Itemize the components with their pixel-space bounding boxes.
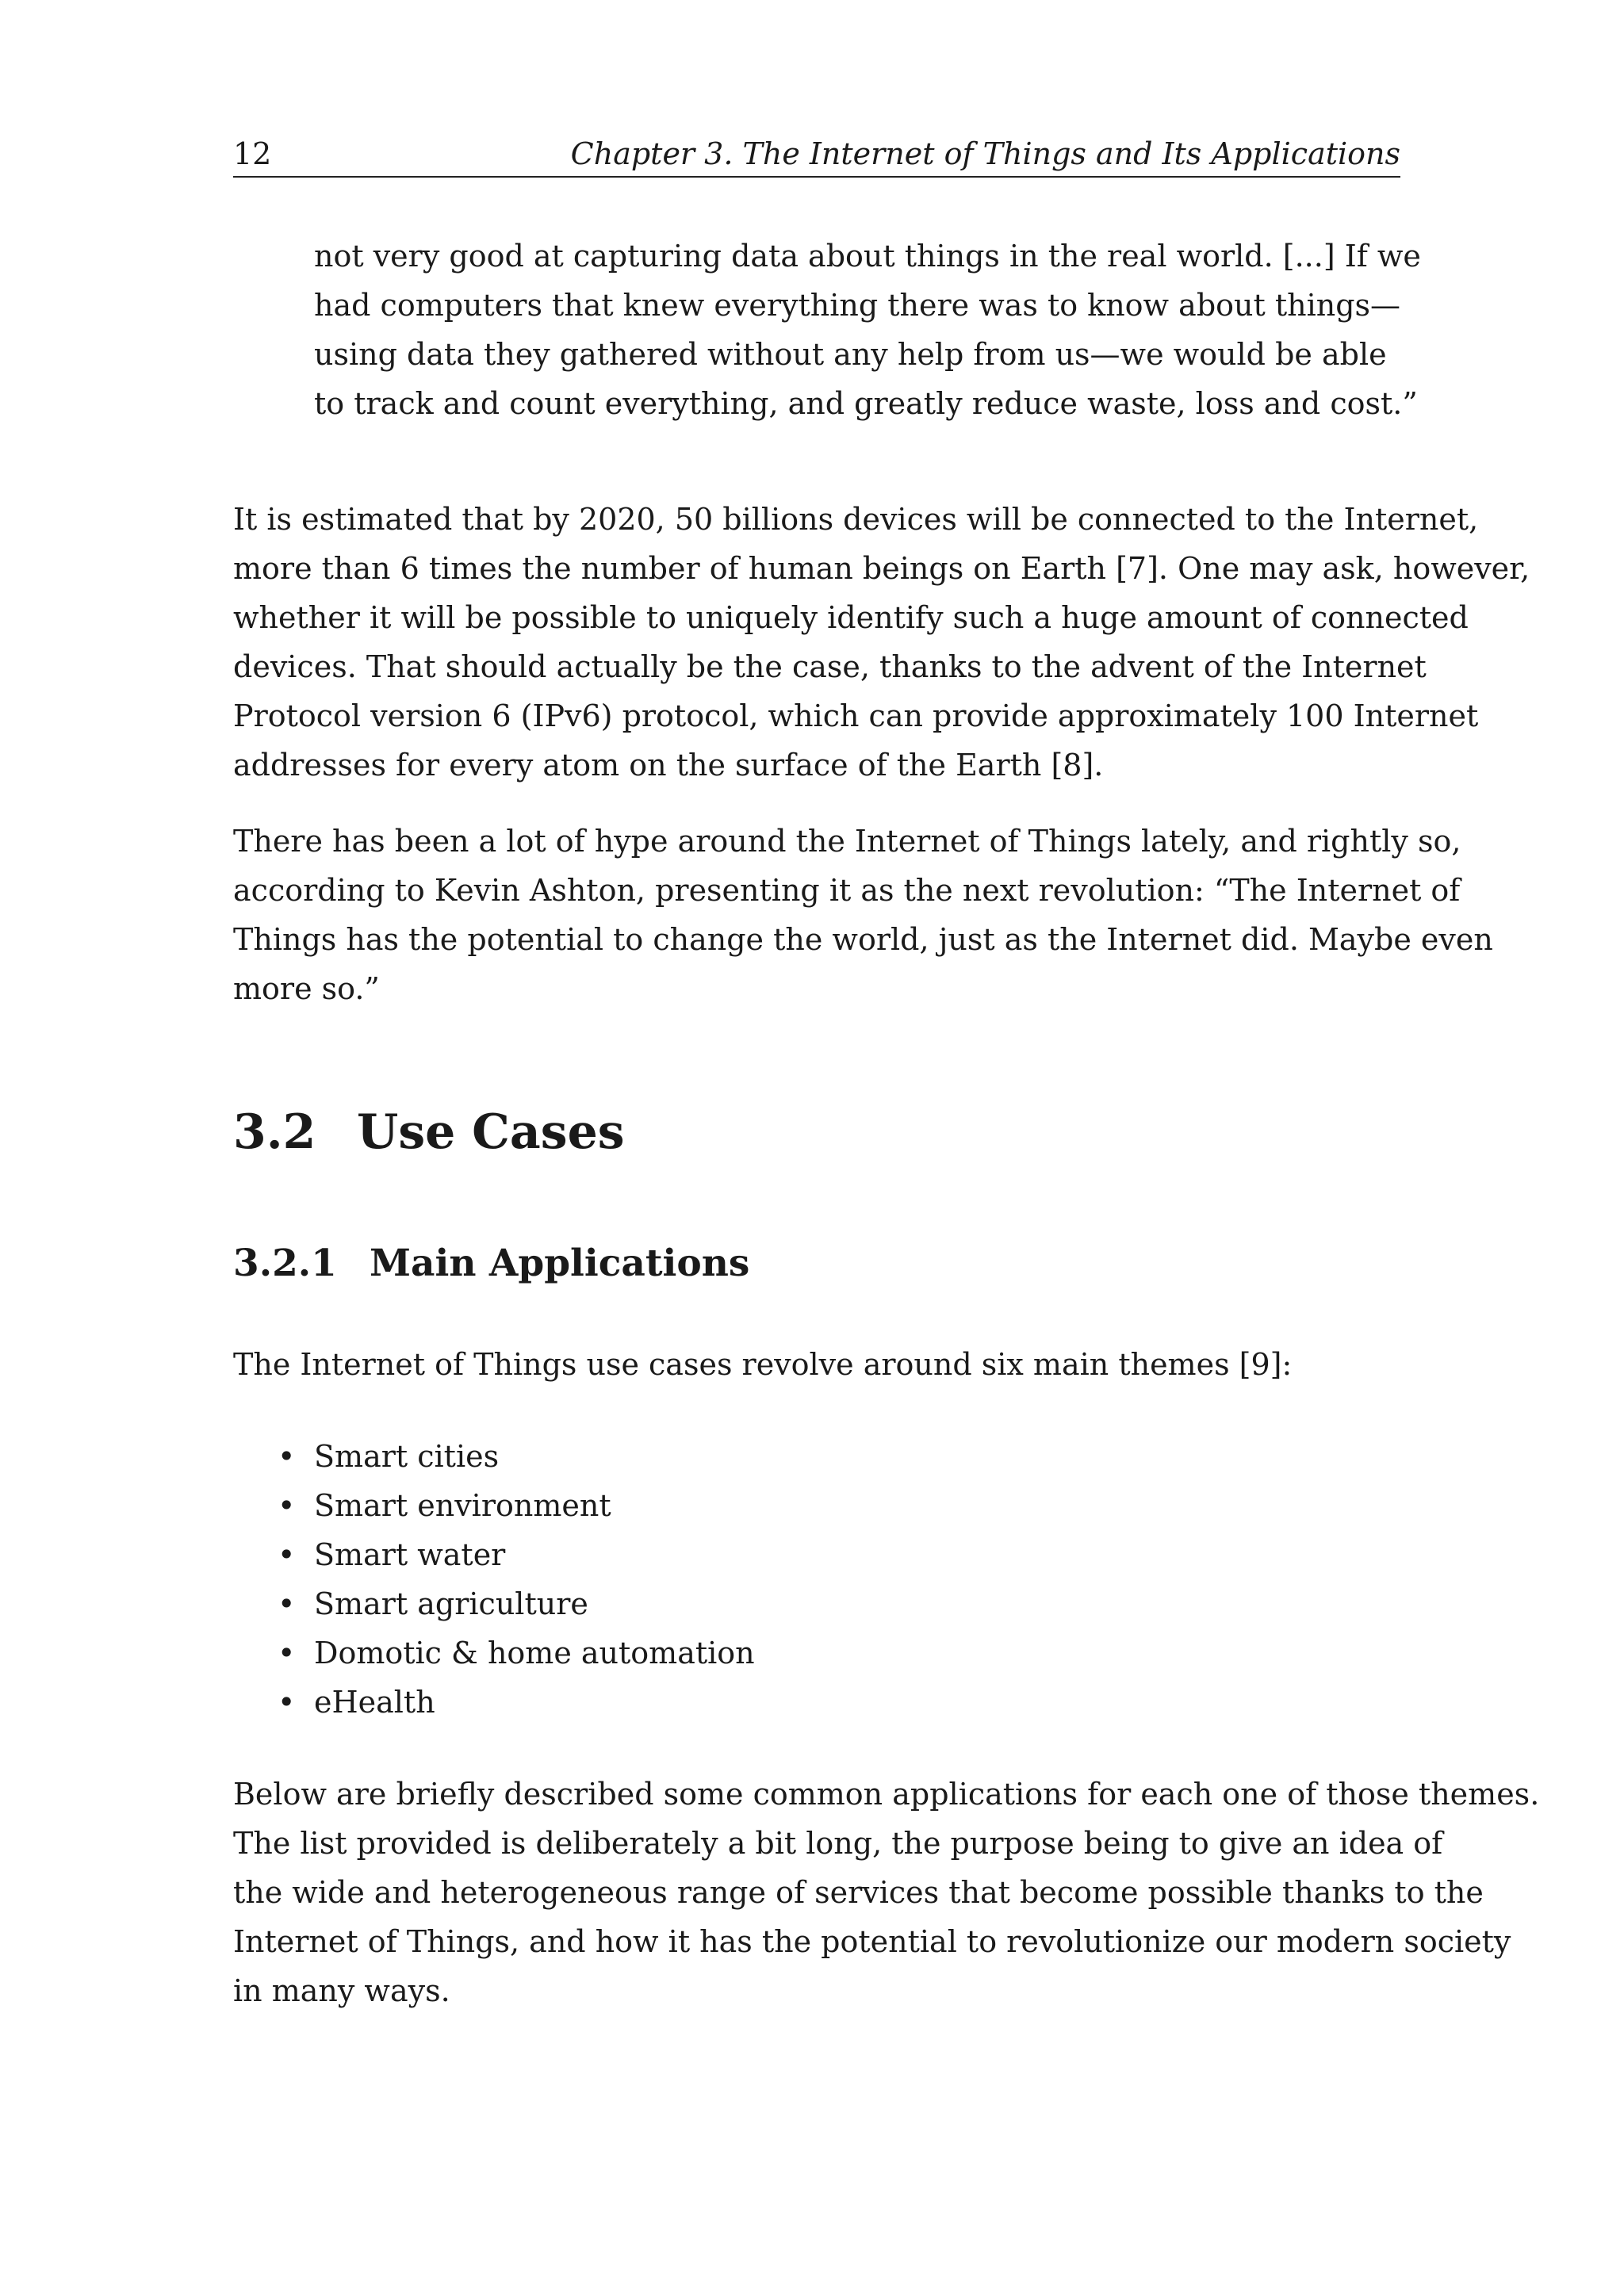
chapter-title: Chapter 3. The Internet of Things and Its Applications xyxy=(570,136,1400,171)
quote-line: to track and count everything, and greatly reduce waste, loss and cost.” xyxy=(314,386,1418,421)
quote-line: not very good at capturing data about things in the real world. [...] If we xyxy=(314,239,1421,274)
subsection-title: Main Applications xyxy=(370,1242,750,1285)
paragraph-line: more so.” xyxy=(233,971,380,1006)
list-item-label: Smart environment xyxy=(314,1488,611,1523)
paragraph-line: The Internet of Things use cases revolve around six main themes [9]: xyxy=(233,1347,1293,1382)
section-number: 3.2 xyxy=(233,1104,316,1160)
paragraph-line: The list provided is deliberately a bit long, the purpose being to give an idea of xyxy=(233,1826,1443,1861)
list-item-label: Smart agriculture xyxy=(314,1586,588,1621)
list-item-label: Smart water xyxy=(314,1537,506,1572)
bullet-icon: • xyxy=(278,1488,296,1523)
paragraph-line: whether it will be possible to uniquely identify such a huge amount of connected xyxy=(233,600,1469,635)
running-header xyxy=(233,132,1400,178)
list-item xyxy=(278,1678,755,1727)
paragraph-line: There has been a lot of hype around the Internet of Things lately, and rightly so, xyxy=(233,824,1461,859)
list-item xyxy=(278,1628,755,1678)
paragraph-line: Protocol version 6 (IPv6) protocol, which can provide approximately 100 Internet xyxy=(233,698,1479,733)
paragraph-line: according to Kevin Ashton, presenting it as the next revolution: “The Internet of xyxy=(233,873,1461,908)
quote-line: had computers that knew everything there was to know about things— xyxy=(314,288,1401,323)
paragraph-hype xyxy=(233,817,1493,1013)
list-item-label: eHealth xyxy=(314,1685,435,1720)
paragraph-line: the wide and heterogeneous range of services that become possible thanks to the xyxy=(233,1875,1484,1910)
paragraph-iot-estimate xyxy=(233,495,1530,790)
list-item-label: Smart cities xyxy=(314,1439,500,1474)
paragraph-line: It is estimated that by 2020, 50 billions devices will be connected to the Internet, xyxy=(233,502,1479,537)
list-item xyxy=(278,1432,755,1481)
paragraph-line: addresses for every atom on the surface of the Earth [8]. xyxy=(233,748,1104,783)
bullet-icon: • xyxy=(278,1685,296,1720)
section-heading xyxy=(233,1100,625,1164)
subsection-number: 3.2.1 xyxy=(233,1242,337,1285)
section-title: Use Cases xyxy=(357,1104,625,1160)
bullet-icon: • xyxy=(278,1439,296,1474)
page-number: 12 xyxy=(233,136,272,171)
bullet-icon: • xyxy=(278,1537,296,1572)
subsection-heading xyxy=(233,1238,749,1289)
list-item-label: Domotic & home automation xyxy=(314,1636,755,1670)
quote-line: using data they gathered without any help from us—we would be able xyxy=(314,337,1387,372)
list-item xyxy=(278,1530,755,1579)
block-quote xyxy=(314,232,1421,428)
paragraph-line: more than 6 times the number of human beings on Earth [7]. One may ask, however, xyxy=(233,551,1530,586)
paragraph-applications xyxy=(233,1770,1540,2015)
paragraph-intro xyxy=(233,1340,1400,1389)
paragraph-line: devices. That should actually be the case, thanks to the advent of the Internet xyxy=(233,649,1427,684)
paragraph-line: Things has the potential to change the world, just as the Internet did. Maybe even xyxy=(233,922,1493,957)
paragraph-line: in many ways. xyxy=(233,1973,450,2008)
paragraph-line: Internet of Things, and how it has the potential to revolutionize our modern society xyxy=(233,1924,1511,1959)
list-item xyxy=(278,1481,755,1530)
bullet-icon: • xyxy=(278,1586,296,1621)
paragraph-line: Below are briefly described some common applications for each one of those themes. xyxy=(233,1777,1540,1812)
bullet-icon: • xyxy=(278,1636,296,1670)
themes-list xyxy=(278,1432,755,1727)
list-item xyxy=(278,1579,755,1628)
